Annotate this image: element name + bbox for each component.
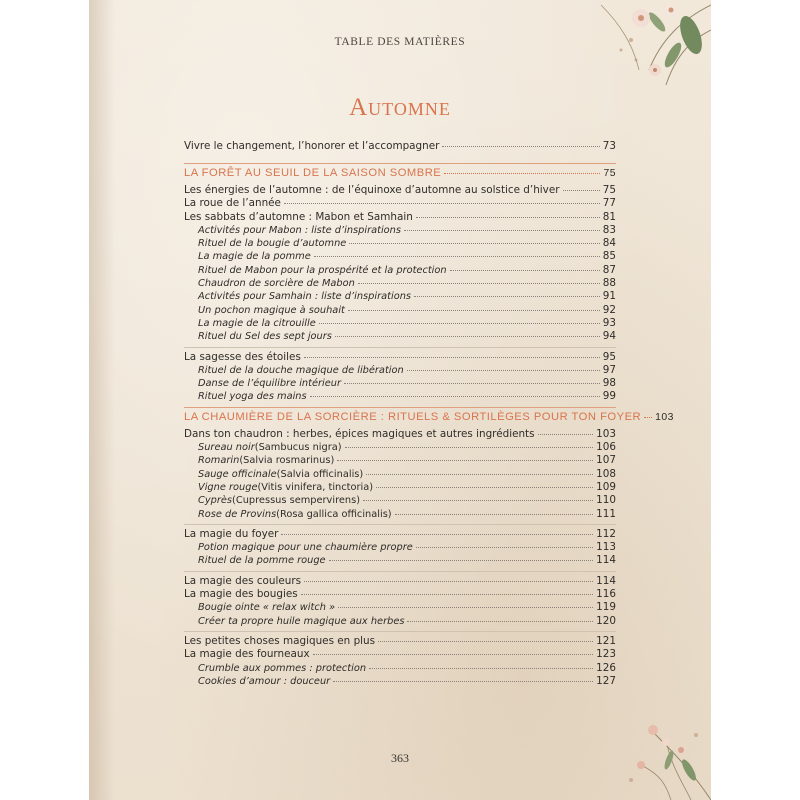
toc-leader-dots (333, 681, 593, 682)
toc-page-number: 88 (602, 277, 616, 290)
toc-title: Les petites choses magiques en plus (184, 634, 376, 647)
toc-subentry[interactable] (184, 454, 616, 467)
toc-leader-dots (345, 447, 594, 448)
toc-entry[interactable] (184, 140, 616, 160)
toc-subentry[interactable] (184, 304, 616, 317)
toc-title: Crumble aux pommes : protection (198, 662, 367, 674)
toc-title: Sauge officinale (198, 468, 277, 480)
toc-title: La magie de la pomme (198, 251, 311, 263)
toc-leader-dots (348, 310, 600, 311)
toc-page-number: 106 (596, 441, 616, 454)
toc-subentry[interactable] (184, 662, 616, 675)
toc-chapter[interactable] (184, 167, 616, 184)
toc-leader-dots (310, 396, 600, 397)
toc-leader-dots (329, 560, 594, 561)
toc-entry[interactable] (184, 211, 616, 224)
toc-page-number: 77 (602, 197, 616, 210)
toc-title: Vigne rouge (198, 481, 258, 493)
toc-leader-dots (538, 434, 594, 435)
toc-leader-dots (304, 581, 593, 582)
section-divider (184, 524, 616, 525)
toc-entry[interactable] (184, 528, 616, 541)
toc-page-number: 123 (596, 648, 616, 661)
toc-title: LA FORÊT AU SEUIL DE LA SAISON SOMBRE (184, 167, 442, 179)
toc-page-number: 81 (602, 210, 616, 223)
toc-leader-dots (563, 190, 600, 191)
toc-title: La magie du foyer (184, 527, 279, 540)
toc-leader-dots (414, 296, 600, 297)
toc-leader-dots (366, 474, 593, 475)
toc-page-number: 121 (596, 634, 616, 647)
toc-subentry[interactable] (184, 541, 616, 554)
toc-leader-dots (284, 203, 600, 204)
toc-subentry[interactable] (184, 290, 616, 303)
chapter-divider (184, 407, 616, 408)
toc-leader-dots (407, 370, 600, 371)
toc-leader-dots (344, 383, 600, 384)
running-head: TABLE DES MATIÈRES (334, 36, 466, 48)
toc-leader-dots (407, 621, 593, 622)
toc-subentry[interactable] (184, 390, 616, 403)
toc-page-number: 73 (602, 140, 616, 152)
toc-subentry[interactable] (184, 441, 616, 454)
toc-title: Rituel de la pomme rouge (198, 555, 326, 567)
toc-leader-dots (335, 336, 600, 337)
toc-title: Activités pour Mabon : liste d’inspirations (198, 224, 401, 236)
toc-page-number: 112 (596, 527, 616, 540)
section-title: Automne (349, 94, 451, 121)
toc-subentry[interactable] (184, 317, 616, 330)
toc-chapter[interactable] (184, 410, 674, 428)
toc-leader-dots (369, 668, 593, 669)
toc-leader-dots (338, 607, 593, 608)
toc-page-number: 92 (602, 303, 616, 316)
toc-page-number: 120 (596, 614, 616, 627)
toc-leader-dots (404, 230, 600, 231)
toc-subentry[interactable] (184, 675, 616, 688)
toc-page-number: 75 (602, 184, 616, 196)
toc-title: Rituel de la bougie d’automne (198, 238, 347, 250)
toc-subentry[interactable] (184, 364, 616, 377)
toc-page-number: 103 (596, 427, 616, 440)
toc-page-number: 98 (602, 377, 616, 390)
toc-subentry[interactable] (184, 277, 616, 290)
toc-leader-dots (378, 641, 593, 642)
book-page (89, 0, 711, 800)
toc-leader-dots (314, 256, 600, 257)
toc-title: Cyprès (198, 495, 233, 507)
toc-page-number: 114 (596, 574, 616, 587)
toc-page-number: 107 (596, 454, 616, 467)
toc-entry[interactable] (184, 648, 616, 661)
page-number: 363 (391, 751, 409, 765)
toc-leader-dots (450, 270, 600, 271)
toc-leader-dots (349, 243, 599, 244)
toc-page-number: 126 (596, 661, 616, 674)
toc-page-number: 110 (596, 494, 616, 507)
section-divider (184, 631, 616, 632)
toc-title: Potion magique pour une chaumière propre (198, 542, 413, 554)
toc-subentry[interactable] (184, 250, 616, 263)
toc-subentry[interactable] (184, 615, 616, 628)
toc-leader-dots (319, 323, 600, 324)
toc-scientific-name: (Vitis vinifera, tinctoria) (257, 481, 374, 493)
toc-page-number: 97 (602, 363, 616, 376)
toc-subentry[interactable] (184, 237, 616, 250)
toc-subentry[interactable] (184, 377, 616, 390)
toc-leader-dots (442, 146, 599, 147)
toc-scientific-name: (Salvia rosmarinus) (239, 455, 335, 467)
toc-leader-dots (416, 217, 600, 218)
toc-page-number: 95 (602, 350, 616, 363)
section-divider (184, 347, 616, 348)
toc-title: La magie des fourneaux (184, 648, 310, 661)
toc-subentry[interactable] (184, 508, 616, 521)
toc-leader-dots (644, 417, 652, 418)
toc-title: Rituel de Mabon pour la prospérité et la protection (198, 264, 447, 276)
toc-page-number: 108 (596, 467, 616, 480)
toc-scientific-name: (Cupressus sempervirens) (232, 495, 361, 507)
toc-page-number: 113 (596, 541, 616, 554)
toc-subentry[interactable] (184, 554, 616, 567)
toc-title: Rose de Provins (198, 508, 277, 520)
toc-subentry[interactable] (184, 494, 616, 507)
toc-title: Chaudron de sorcière de Mabon (198, 278, 355, 290)
toc-subentry[interactable] (184, 264, 616, 277)
toc-page-number: 75 (603, 168, 616, 179)
toc-subentry[interactable] (184, 224, 616, 237)
toc-title: Les énergies de l’automne : de l’équinoxe d’automne au solstice d’hiver (184, 184, 560, 196)
toc-page-number: 85 (602, 250, 616, 263)
toc-title: La roue de l’année (184, 197, 281, 210)
toc-page-number: 116 (596, 588, 616, 601)
toc-page-number: 119 (596, 601, 616, 614)
toc-title: La magie des couleurs (184, 574, 302, 587)
toc-page-number: 83 (602, 223, 616, 236)
toc-title: Créer ta propre huile magique aux herbes (198, 615, 405, 627)
toc-page-number: 94 (602, 330, 616, 343)
toc-title: Un pochon magique à souhait (198, 304, 345, 316)
toc-title: Cookies d’amour : douceur (198, 675, 331, 687)
toc-subentry[interactable] (184, 468, 616, 481)
toc-entry[interactable] (184, 575, 616, 588)
toc-leader-dots (363, 500, 593, 501)
toc-page-number: 111 (596, 507, 616, 520)
toc-page-number: 127 (596, 674, 616, 687)
toc-title: La sagesse des étoiles (184, 350, 301, 363)
toc-title: Bougie ointe « relax witch » (198, 602, 336, 614)
toc-title: LA CHAUMIÈRE DE LA SORCIÈRE : RITUELS & SORTILÈGES POUR TON FOYER (184, 410, 642, 423)
toc-title: La magie de la citrouille (198, 317, 316, 329)
toc-entry[interactable] (184, 351, 616, 364)
toc-page-number: 91 (602, 290, 616, 303)
toc-title: Sureau noir (198, 442, 255, 454)
toc-title: Rituel du Sel des sept jours (198, 331, 332, 343)
toc-entry[interactable] (184, 635, 616, 648)
toc-leader-dots (395, 514, 594, 515)
toc-leader-dots (337, 460, 593, 461)
toc-entry[interactable] (184, 197, 616, 210)
toc-scientific-name: (Salvia officinalis) (276, 468, 364, 480)
toc-title: Rituel de la douche magique de libération (198, 364, 404, 376)
toc-title: Les sabbats d’automne : Mabon et Samhain (184, 210, 413, 223)
toc-scientific-name: (Rosa gallica officinalis) (276, 508, 392, 520)
toc-subentry[interactable] (184, 330, 616, 343)
toc-page-number: 84 (602, 237, 616, 250)
toc-page-number: 87 (602, 263, 616, 276)
toc-entry[interactable] (184, 428, 616, 441)
toc-subentry[interactable] (184, 601, 616, 614)
toc-title: Vivre le changement, l’honorer et l’accompagner (184, 140, 440, 152)
chapter-divider (184, 163, 616, 164)
toc-title: Danse de l’équilibre intérieur (198, 378, 342, 390)
toc-title: Activités pour Samhain : liste d’inspirations (198, 291, 412, 303)
toc-leader-dots (444, 173, 600, 174)
toc-scientific-name: (Sambucus nigra) (254, 442, 342, 454)
toc-leader-dots (376, 487, 593, 488)
toc-page-number: 103 (655, 411, 674, 423)
toc-leader-dots (304, 357, 600, 358)
toc-leader-dots (358, 283, 600, 284)
toc-leader-dots (416, 547, 593, 548)
toc-title: Rituel yoga des mains (198, 391, 307, 403)
toc-title: Dans ton chaudron : herbes, épices magiques et autres ingrédients (184, 427, 535, 440)
toc-page-number: 114 (596, 554, 616, 567)
toc-leader-dots (281, 534, 593, 535)
toc-entry[interactable] (184, 588, 616, 601)
toc-leader-dots (301, 594, 593, 595)
table-of-contents (184, 140, 674, 688)
toc-page-number: 93 (602, 316, 616, 329)
toc-entry[interactable] (184, 184, 616, 197)
section-divider (184, 571, 616, 572)
toc-title: Romarin (198, 455, 240, 467)
toc-page-number: 99 (602, 390, 616, 403)
toc-leader-dots (313, 654, 594, 655)
toc-title: La magie des bougies (184, 588, 298, 601)
toc-subentry[interactable] (184, 481, 616, 494)
toc-page-number: 109 (596, 480, 616, 493)
